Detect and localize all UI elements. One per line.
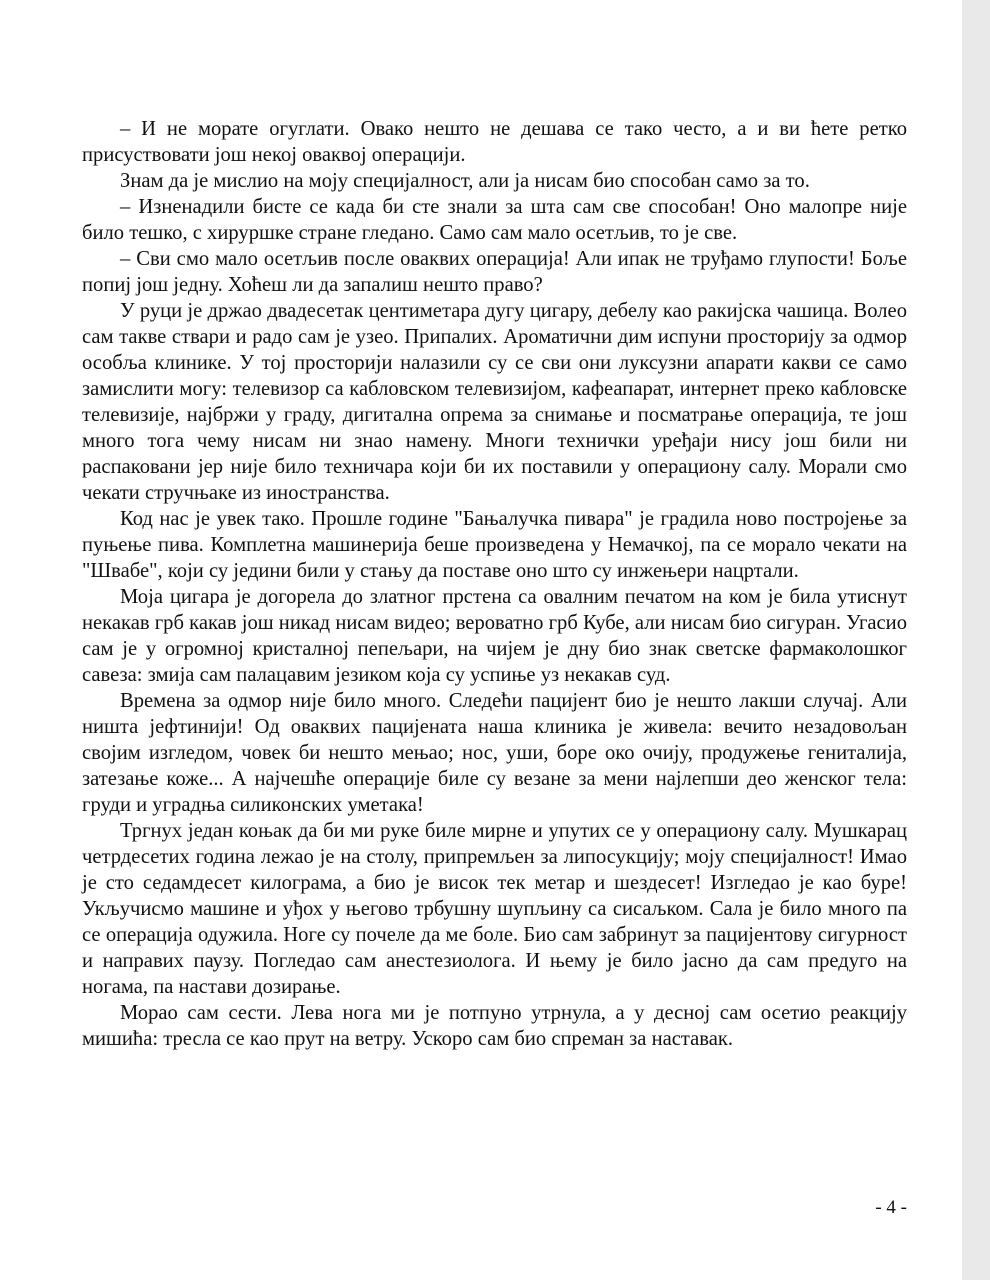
- paragraph-6: Код нас је увек тако. Прошле године "Бањалучка пивара" је градила ново постројење за пуњење пива. Комплетна машинерија беше произведена у Немачкој, па се морало чекати на "Швабе", који су једини били у стању да поставе оно што су инжењери нацртали.: [82, 508, 907, 582]
- paragraph-8: Времена за одмор није било много. Следећи пацијент био је нешто лакши случај. Али ништа јефтинији! Од оваквих пацијената наша клиника је живела: вечито незадовољан својим изгледом, човек би нешто мењао; нос, уши, боре око очију, продужење гениталија, затезање коже... А најчешће операције биле су везане за мени најлепши део женског тела: груди и уградња силиконских уметака!: [82, 690, 907, 816]
- paragraph-1: – И не морате огуглати. Овако нешто не дешава се тако често, а и ви ћете ретко присуствовати још некој оваквој операцији.: [82, 118, 907, 166]
- paragraph-5: У руци је држао двадесетак центиметара дугу цигару, дебелу као ракијска чашица. Волео сам такве ствари и радо сам је узео. Припалих. Ароматични дим испуни просторију за одмор особља клинике. У тој просторији налазили су се сви они луксузни апарати какви се само замислити могу: телевизор са кабловском телевизијом, кафеапарат, интернет преко кабловске телевизије, најбржи у граду, дигитална опрема за снимање и посматрање операција, те још много тога чему нисам ни знао намену. Многи технички уређаји нису још били ни распаковани јер није било техничара који би их поставили у операциону салу. Морали смо чекати стручњаке из иностранства.: [82, 300, 907, 504]
- paragraph-4: – Сви смо мало осетљив после оваквих операција! Али ипак не труђамо глупости! Боље попиј још једну. Хоћеш ли да запалиш нешто право?: [82, 248, 907, 296]
- paragraph-2: Знам да је мислио на моју специјалност, али ја нисам био способан само за то.: [120, 170, 810, 192]
- paragraph-3: – Изненадили бисте се када би сте знали за шта сам све способан! Оно малопре није било тешко, с хируршке стране гледано. Само сам мало осетљив, то је све.: [82, 196, 907, 244]
- paragraph-9: Тргнух један коњак да би ми руке биле мирне и упутих се у операциону салу. Мушкарац четрдесетих година лежао је на столу, припремљен за липосукцију; моју специјалност! Имао је сто седамдесет килограма, а био је висок тек метар и шездесет! Изгледао је као буре! Укључисмо машине и уђох у његово трбушну шупљину са сисаљком. Сала је било много па се операција одужила. Ноге су почеле да ме боле. Био сам забринут за пацијентову сигурност и направих паузу. Погледао сам анестезиолога. И њему је било јасно да сам предуго на ногама, па настави дозирање.: [82, 820, 907, 998]
- paragraph-7: Моја цигара је догорела до златног прстена са овалним печатом на ком је била утиснут некакав грб какав још никад нисам видео; вероватно грб Кубе, али нисам био сигуран. Угасио сам је у огромној кристалној пепељари, на чијем је дну био знак светске фармаколошког савеза: змија сам палацавим језиком која су успиње уз некакав суд.: [82, 586, 907, 686]
- body-text: [82, 116, 907, 1052]
- paragraph-10: Морао сам сести. Лева нога ми је потпуно утрнула, а у десној сам осетио реакцију мишића: тресла се као прут на ветру. Ускоро сам био спреман за наставак.: [82, 1002, 907, 1050]
- page-number: - 4 -: [875, 1197, 907, 1218]
